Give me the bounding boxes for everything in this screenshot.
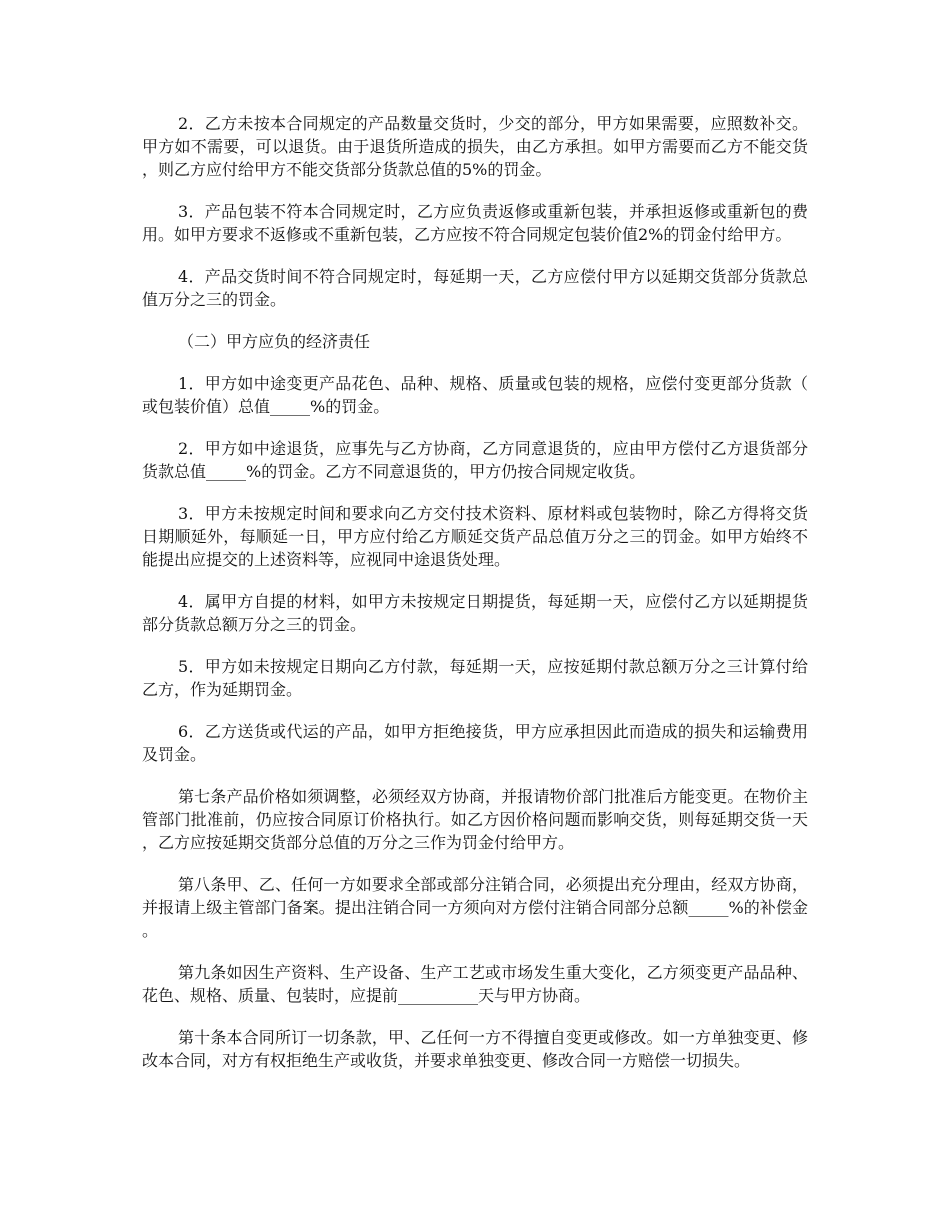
document-body bbox=[142, 112, 808, 1091]
article-paragraph: 第十条本合同所订一切条款，甲、乙任何一方不得擅自变更或修改。如一方单独变更、修改本合同，对方有权拒绝生产或收货，并要求单独变更、修改合同一方赔偿一切损失。 bbox=[142, 1028, 808, 1070]
clause-paragraph: 6．乙方送货或代运的产品，如甲方拒绝接货，甲方应承担因此而造成的损失和运输费用及罚金。 bbox=[142, 722, 808, 764]
clause-paragraph: 2．乙方未按本合同规定的产品数量交货时，少交的部分，甲方如果需要，应照数补交。甲方如不需要，可以退货。由于退货所造成的损失，由乙方承担。如甲方需要而乙方不能交货，则乙方应付给甲方不能交货部分货款总值的5%的罚金。 bbox=[142, 114, 808, 179]
clause-paragraph: 4．产品交货时间不符合同规定时，每延期一天，乙方应偿付甲方以延期交货部分货款总值万分之三的罚金。 bbox=[142, 267, 808, 309]
section-heading: （二）甲方应负的经济责任 bbox=[178, 332, 371, 351]
clause-paragraph: 2．甲方如中途退货，应事先与乙方协商，乙方同意退货的，应由甲方偿付乙方退货部分货款总值_____%的罚金。乙方不同意退货的，甲方仍按合同规定收货。 bbox=[142, 439, 808, 481]
clause-paragraph: 4．属甲方自提的材料，如甲方未按规定日期提货，每延期一天，应偿付乙方以延期提货部分货款总额万分之三的罚金。 bbox=[142, 592, 808, 634]
article-paragraph: 第八条甲、乙、任何一方如要求全部或部分注销合同，必须提出充分理由，经双方协商，并报请上级主管部门备案。提出注销合同一方须向对方偿付注销合同部分总额_____%的补偿金。 bbox=[142, 875, 808, 940]
article-paragraph: 第九条如因生产资料、生产设备、生产工艺或市场发生重大变化，乙方须变更产品品种、花色、规格、质量、包装时，应提前__________天与甲方协商。 bbox=[142, 963, 808, 1005]
clause-paragraph: 5．甲方如未按规定日期向乙方付款，每延期一天，应按延期付款总额万分之三计算付给乙方，作为延期罚金。 bbox=[142, 657, 808, 699]
clause-paragraph: 3．产品包装不符本合同规定时，乙方应负责返修或重新包装，并承担返修或重新包的费用。如甲方要求不返修或不重新包装，乙方应按不符合同规定包装价值2%的罚金付给甲方。 bbox=[142, 202, 808, 244]
clause-paragraph: 3．甲方未按规定时间和要求向乙方交付技术资料、原材料或包装物时，除乙方得将交货日期顺延外，每顺延一日，甲方应付给乙方顺延交货产品总值万分之三的罚金。如甲方始终不能提出应提交的上述资料等，应视同中途退货处理。 bbox=[142, 504, 808, 569]
clause-paragraph: 1．甲方如中途变更产品花色、品种、规格、质量或包装的规格，应偿付变更部分货款（或包装价值）总值_____%的罚金。 bbox=[142, 374, 808, 416]
article-paragraph: 第七条产品价格如须调整，必须经双方协商，并报请物价部门批准后方能变更。在物价主管部门批准前，仍应按合同原订价格执行。如乙方因价格问题而影响交货，则每延期交货一天，乙方应按延期交货部分总值的万分之三作为罚金付给甲方。 bbox=[142, 787, 808, 852]
